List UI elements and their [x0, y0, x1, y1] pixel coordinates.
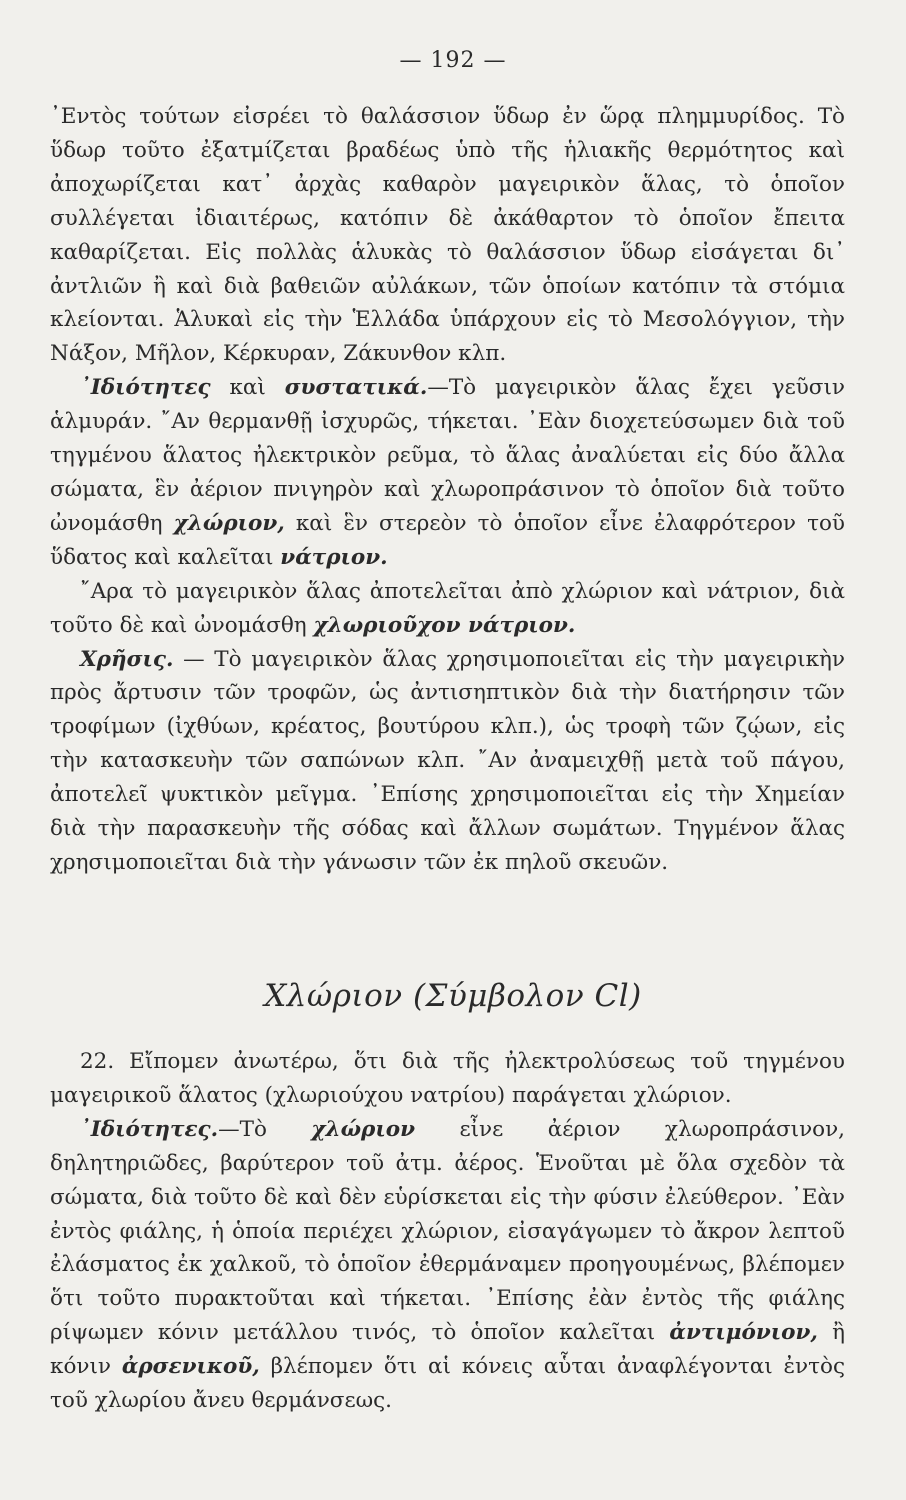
- section-label-uses: Χρῆσις.: [80, 646, 174, 672]
- paragraph-text: — Τὸ μαγειρικὸν ἅλας χρησιμοποιεῖται εἰς τὴν μαγειρικὴν πρὸς ἄρτυσιν τῶν τροφῶν, ὡς ἀντισηπτικὸν διὰ τὴν διατήρησιν τῶν τροφίμων (ἰχθύων, κρέατος, βουτύρου κλπ.), ὡς τροφὴ τῶν ζῴων, εἰς τὴν κατασκευὴν τῶν σαπώνων κλπ. ῎Αν ἀναμειχθῇ μετὰ τοῦ πάγου, ἀποτελεῖ ψυκτικὸν μεῖγμα. ᾿Επίσης χρησιμοποιεῖται εἰς τὴν Χημείαν διὰ τὴν παρασκευὴν τῆς σόδας καὶ ἄλλων σωμάτων. Τηγμένον ἅλας χρησιμοποιεῖται διὰ τὴν γάνωσιν τῶν ἐκ πηλοῦ σκευῶν.: [50, 646, 845, 875]
- paragraph-text: 22. Εἴπομεν ἀνωτέρω, ὅτι διὰ τῆς ἠλεκτρολύσεως τοῦ τηγμένου μαγειρικοῦ ἅλατος (χλωριούχου νατρίου) παράγεται χλώριον.: [50, 1049, 845, 1108]
- paragraph-text: βλέπομεν ὅτι αἱ κόνεις αὗται ἀναφλέγονται ἐντὸς τοῦ χλωρίου ἄνευ θερμάνσεως.: [50, 1354, 845, 1414]
- paragraph-chlorine-intro: [50, 1045, 845, 1113]
- section-label-composition: συστατικά.: [284, 375, 428, 401]
- section-label-properties: ᾿Ιδιότητες: [80, 375, 211, 401]
- paragraph-salt-uses: [50, 643, 845, 880]
- paragraph-chlorine-properties: [50, 1113, 845, 1418]
- paragraph-salt-pans: [50, 100, 845, 371]
- page-number: — 192 —: [399, 48, 507, 73]
- paragraph-text: —Τὸ: [218, 1116, 312, 1142]
- term-sodium: νάτριον.: [280, 544, 388, 570]
- paragraph-text: καὶ ἓν στερεὸν τὸ ὁποῖον εἶνε ἐλαφρότερον τοῦ ὕδατος καὶ καλεῖται: [50, 510, 845, 570]
- term-chlorine: χλώριον: [311, 1116, 416, 1142]
- paragraph-text: ῎Αρα τὸ μαγειρικὸν ἅλας ἀποτελεῖται ἀπὸ χλώριον καὶ νάτριον, διὰ τοῦτο δὲ καὶ ὠνομάσθη: [50, 578, 845, 638]
- text-block-top: [50, 100, 845, 880]
- paragraph-salt-composition: [50, 575, 845, 643]
- paragraph-text: καὶ: [210, 375, 285, 401]
- term-chlorine: χλώριον,: [173, 510, 285, 536]
- paragraph-salt-properties: [50, 371, 845, 574]
- paragraph-text: εἶνε ἀέριον χλωροπράσινον, δηλητηριῶδες, βαρύτερον τοῦ ἀτμ. ἀέρος. Ἑνοῦται μὲ ὅλα σχεδὸν τὰ σώματα, διὰ τοῦτο δὲ καὶ δὲν εὑρίσκεται εἰς τὴν φύσιν ἐλεύθερον. ᾿Εὰν ἐντὸς φιάλης, ἡ ὁποία περιέχει χλώριον, εἰσαγάγωμεν τὸ ἄκρον λεπτοῦ ἐλάσματος ἐκ χαλκοῦ, τὸ ὁποῖον ἐθερμάναμεν προηγουμένως, βλέπομεν ὅτι τοῦτο πυρακτοῦται καὶ τήκεται. ᾿Επίσης ἐὰν ἐντὸς τῆς φιάλης ρίψωμεν κόνιν μετάλλου τινός, τὸ ὁποῖον καλεῖται: [50, 1116, 845, 1346]
- text-block-bottom: [50, 1045, 845, 1418]
- term-sodium-chloride: χλωριοῦχον νάτριον.: [313, 612, 576, 638]
- paragraph-text: ἢ κόνιν: [50, 1320, 846, 1380]
- term-arsenic: ἀρσενικοῦ,: [121, 1354, 260, 1380]
- section-heading-chlorine: Χλώριον (Σύμβολον Cl): [264, 978, 642, 1014]
- section-label-properties: ᾿Ιδιότητες.: [80, 1116, 219, 1142]
- term-antimony: ἀντιμόνιον,: [669, 1320, 818, 1346]
- paragraph-text: ᾿Εντὸς τούτων εἰσρέει τὸ θαλάσσιον ὕδωρ ἐν ὥρᾳ πλημμυρίδος. Τὸ ὕδωρ τοῦτο ἐξατμίζεται βραδέως ὑπὸ τῆς ἡλιακῆς θερμότητος καὶ ἀποχωρίζεται κατ᾿ ἀρχὰς καθαρὸν μαγειρικὸν ἅλας, τὸ ὁποῖον συλλέγεται ἰδιαιτέρως, κατόπιν δὲ ἀκάθαρτον τὸ ὁποῖον ἔπειτα καθαρίζεται. Εἰς πολλὰς ἁλυκὰς τὸ θαλάσσιον ὕδωρ εἰσάγεται δι᾿ ἀντλιῶν ἢ καὶ διὰ βαθειῶν αὐλάκων, τῶν ὁποίων κατόπιν τὰ στόμια κλείονται. Ἁλυκαὶ εἰς τὴν Ἑλλάδα ὑπάρχουν εἰς τὸ Μεσολόγγιον, τὴν Νάξον, Μῆλον, Κέρκυραν, Ζάκυνθον κλπ.: [50, 104, 845, 367]
- paragraph-text: —Τὸ μαγειρικὸν ἅλας ἔχει γεῦσιν ἁλμυράν. ῎Αν θερμανθῇ ἰσχυρῶς, τήκεται. ᾿Εὰν διοχετεύσωμεν διὰ τοῦ τηγμένου ἅλατος ἠλεκτρικὸν ρεῦμα, τὸ ἅλας ἀναλύεται εἰς δύο ἄλλα σώματα, ἓν ἀέριον πνιγηρὸν καὶ χλωροπράσινον τὸ ὁποῖον διὰ τοῦτο ὠνομάσθη: [50, 375, 845, 536]
